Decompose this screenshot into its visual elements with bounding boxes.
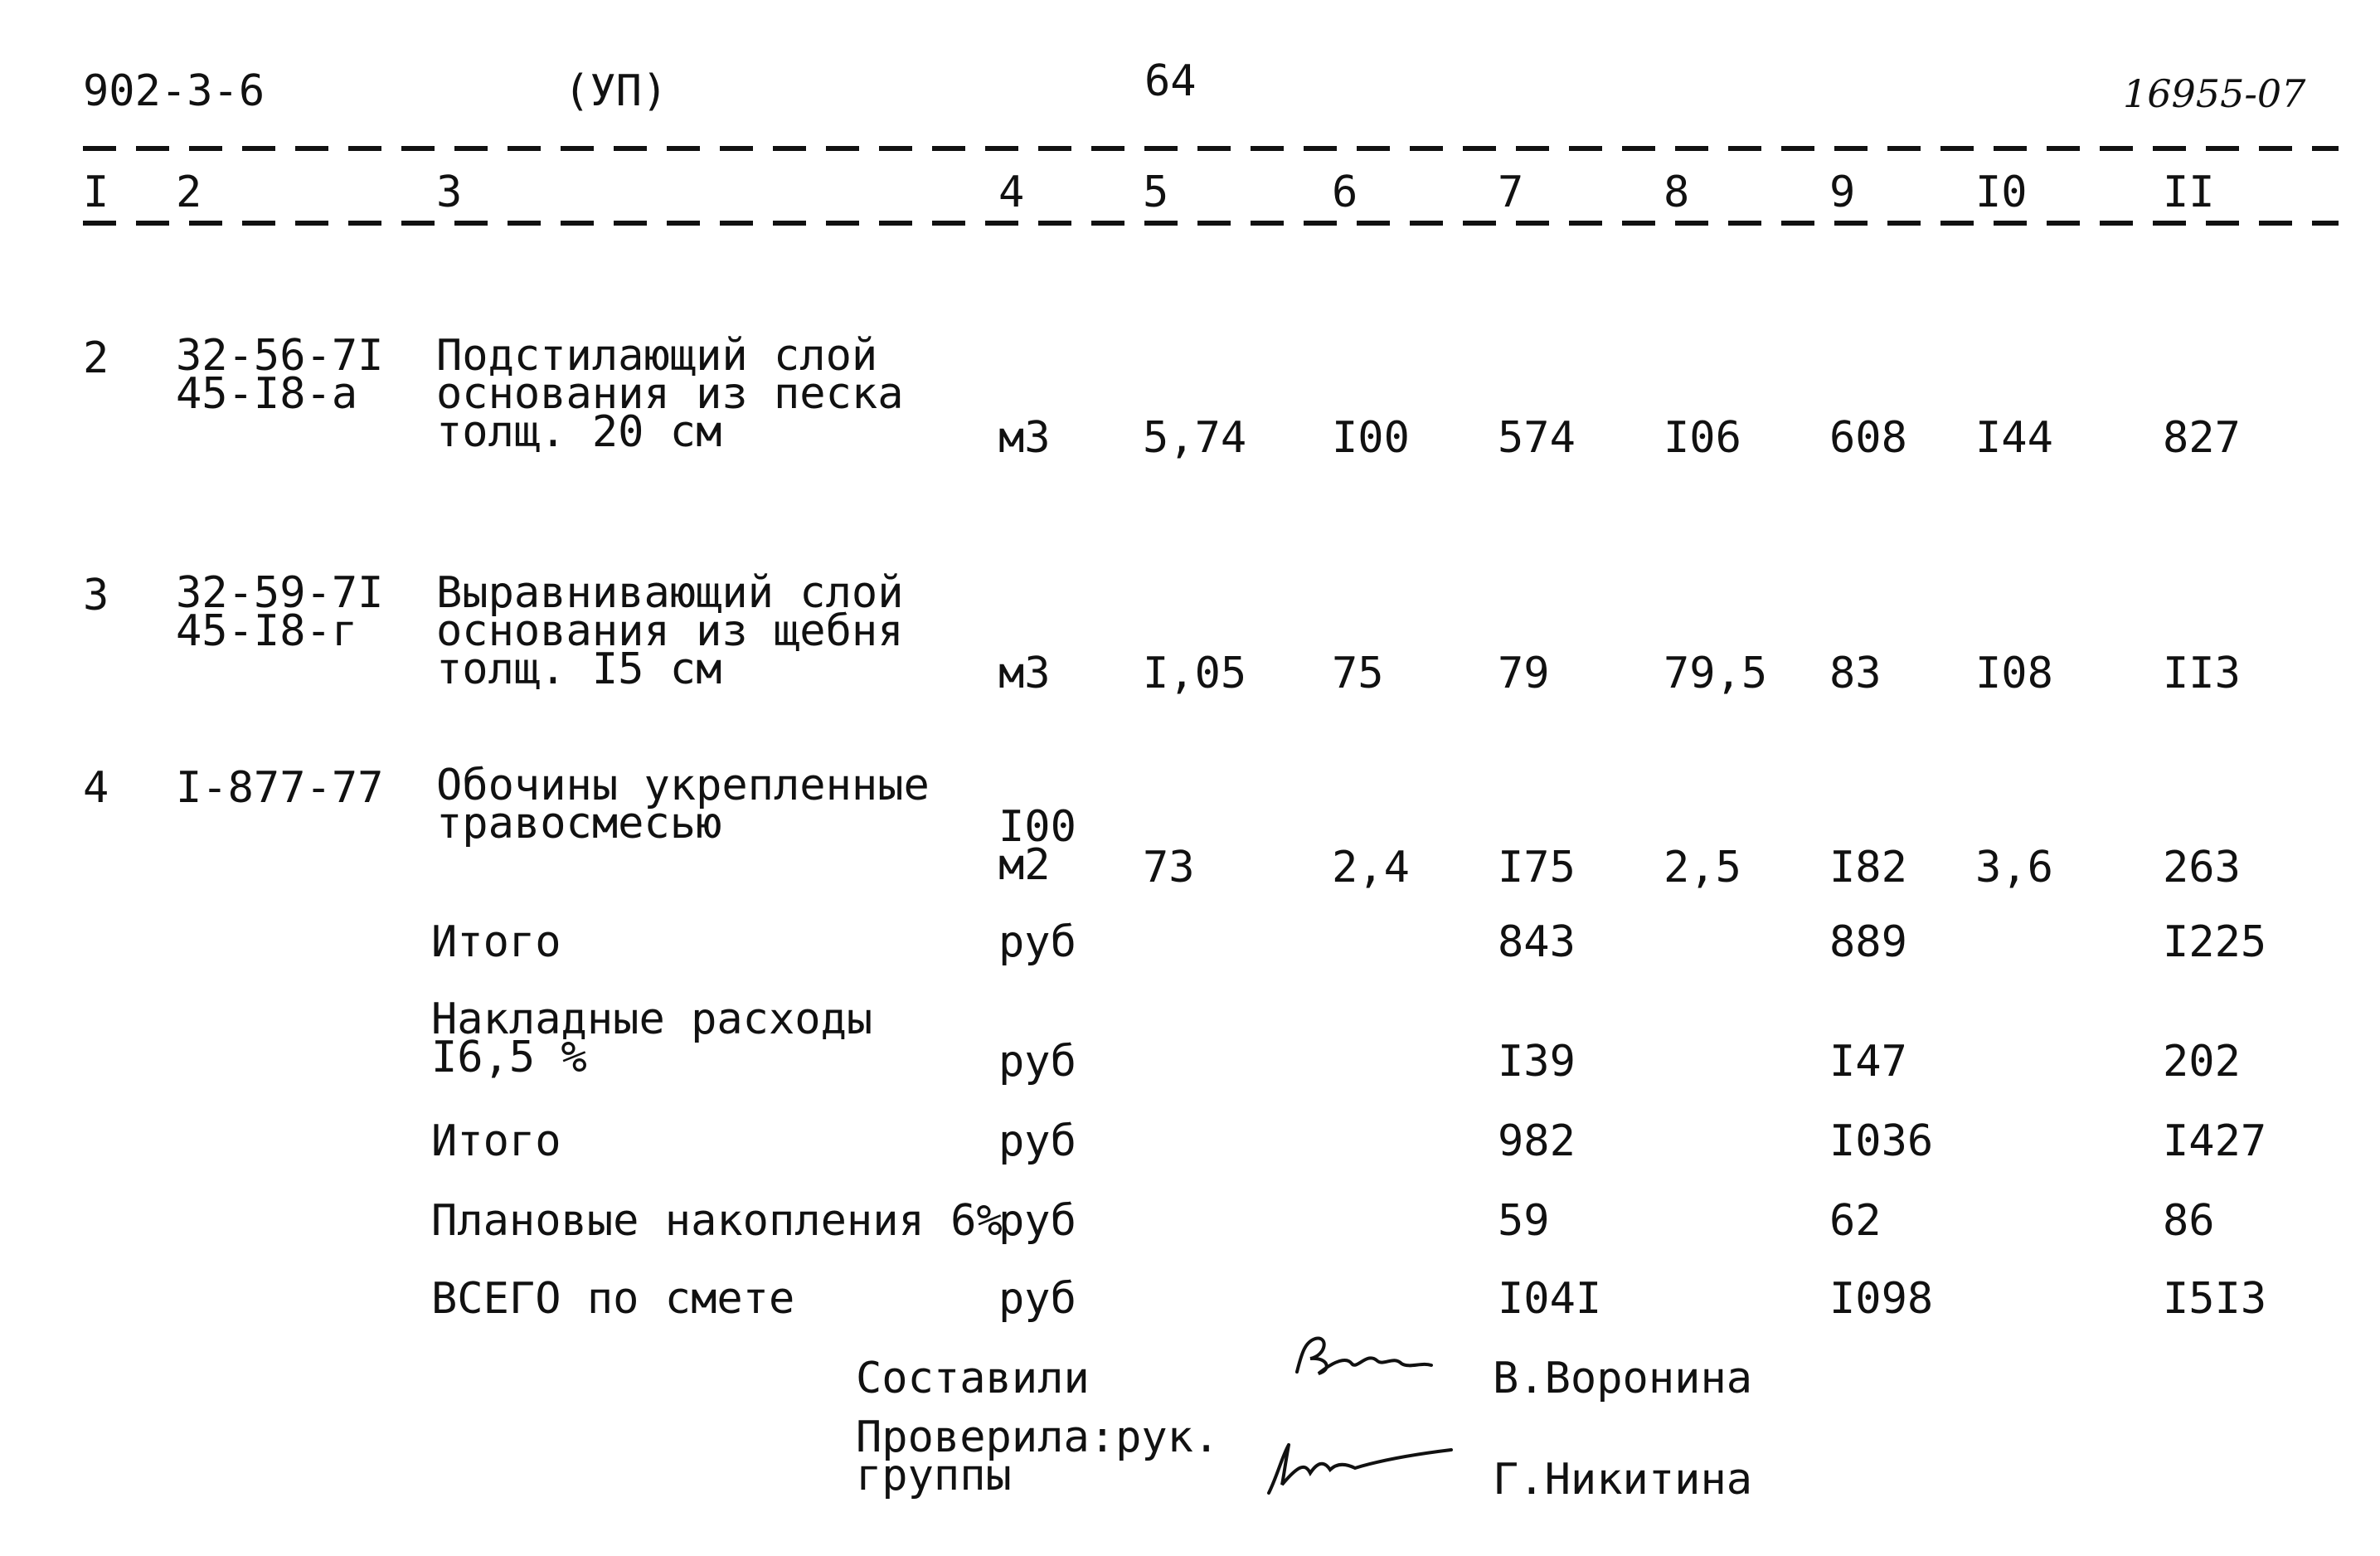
cell-col6: I00 <box>1332 413 1410 463</box>
column-header: I0 <box>1975 168 2028 217</box>
cell-col10: I08 <box>1975 649 2053 698</box>
totals-col7: 59 <box>1498 1196 1550 1246</box>
cell-col6: 2,4 <box>1332 843 1410 892</box>
totals-unit: руб <box>998 917 1076 967</box>
cell-col5: I,05 <box>1143 649 1247 698</box>
column-header: 4 <box>998 168 1025 217</box>
compiled-by-label: Составили <box>856 1354 1090 1403</box>
totals-col9: 62 <box>1829 1196 1882 1246</box>
cell-col10: 3,6 <box>1975 843 2053 892</box>
cell-col8: 79,5 <box>1664 649 1768 698</box>
cell-col7: I75 <box>1498 843 1576 892</box>
cell-col9: 608 <box>1829 413 1907 463</box>
totals-col7: I39 <box>1498 1037 1576 1087</box>
totals-col11: I427 <box>2163 1116 2267 1166</box>
checked-by-name: Г.Никитина <box>1493 1455 1753 1505</box>
cell-col11: II3 <box>2163 649 2241 698</box>
doc-number: 902-3-6 <box>83 66 265 116</box>
cell-col7: 79 <box>1498 649 1550 698</box>
column-header: 3 <box>436 168 463 217</box>
column-header: 7 <box>1498 168 1524 217</box>
signature-voronina <box>1285 1327 1451 1385</box>
totals-col11: I5I3 <box>2163 1274 2267 1324</box>
column-header: 8 <box>1664 168 1690 217</box>
cell-col9: I82 <box>1829 843 1907 892</box>
cell-col10: I44 <box>1975 413 2053 463</box>
divider-bottom <box>83 221 2339 226</box>
column-header: II <box>2163 168 2215 217</box>
cell-col8: 2,5 <box>1664 843 1741 892</box>
totals-col7: 843 <box>1498 917 1576 967</box>
work-description: Обочины укрепленные травосмесью <box>436 761 930 849</box>
totals-col7: I04I <box>1498 1274 1602 1324</box>
totals-col9: 889 <box>1829 917 1907 967</box>
signature-nikitina <box>1252 1427 1468 1501</box>
cell-col5: 73 <box>1143 843 1195 892</box>
column-header: 9 <box>1829 168 1856 217</box>
unit: м3 <box>998 413 1051 463</box>
totals-label: ВСЕГО по смете <box>431 1274 795 1324</box>
norm-code: 32-59-7I 45-I8-г <box>176 568 384 656</box>
norm-code: 32-56-7I 45-I8-а <box>176 331 384 419</box>
totals-unit: руб <box>998 1274 1076 1324</box>
archive-stamp-number: 16955-07 <box>2123 71 2306 116</box>
totals-col9: I098 <box>1829 1274 1934 1324</box>
totals-col11: 86 <box>2163 1196 2215 1246</box>
cell-col8: I06 <box>1664 413 1741 463</box>
column-header: 2 <box>176 168 202 217</box>
totals-col7: 982 <box>1498 1116 1576 1166</box>
totals-unit: руб <box>998 1196 1076 1246</box>
totals-col9: I036 <box>1829 1116 1934 1166</box>
totals-label: Плановые накопления 6% <box>431 1196 1003 1246</box>
cell-col9: 83 <box>1829 649 1882 698</box>
compiled-by-name: В.Воронина <box>1493 1354 1753 1403</box>
checked-by-label: Проверила:рук. группы <box>856 1413 1220 1500</box>
divider-top <box>83 146 2339 151</box>
cell-col11: 827 <box>2163 413 2241 463</box>
totals-label: Итого <box>431 917 561 967</box>
column-header: I <box>83 168 109 217</box>
work-description: Выравнивающий слой основания из щебня толщ. I5 см <box>436 568 904 694</box>
column-header: 5 <box>1143 168 1169 217</box>
totals-col9: I47 <box>1829 1037 1907 1087</box>
column-header: 6 <box>1332 168 1358 217</box>
row-number: 2 <box>83 333 109 383</box>
row-number: 4 <box>83 763 109 813</box>
page-number: 64 <box>1144 56 1197 106</box>
cell-col6: 75 <box>1332 649 1384 698</box>
totals-col11: I225 <box>2163 917 2267 967</box>
totals-label: Итого <box>431 1116 561 1166</box>
totals-unit: руб <box>998 1116 1076 1166</box>
section-label: (УП) <box>564 66 668 116</box>
row-number: 3 <box>83 571 109 620</box>
cell-col5: 5,74 <box>1143 413 1247 463</box>
totals-unit: руб <box>998 1037 1076 1087</box>
unit: I00 м2 <box>998 802 1076 890</box>
cell-col11: 263 <box>2163 843 2241 892</box>
unit: м3 <box>998 649 1051 698</box>
totals-col11: 202 <box>2163 1037 2241 1087</box>
norm-code: I-877-77 <box>176 763 384 813</box>
totals-label: Накладные расходы I6,5 % <box>431 994 873 1082</box>
cell-col7: 574 <box>1498 413 1576 463</box>
work-description: Подстилающий слой основания из песка толщ. 20 см <box>436 331 904 457</box>
